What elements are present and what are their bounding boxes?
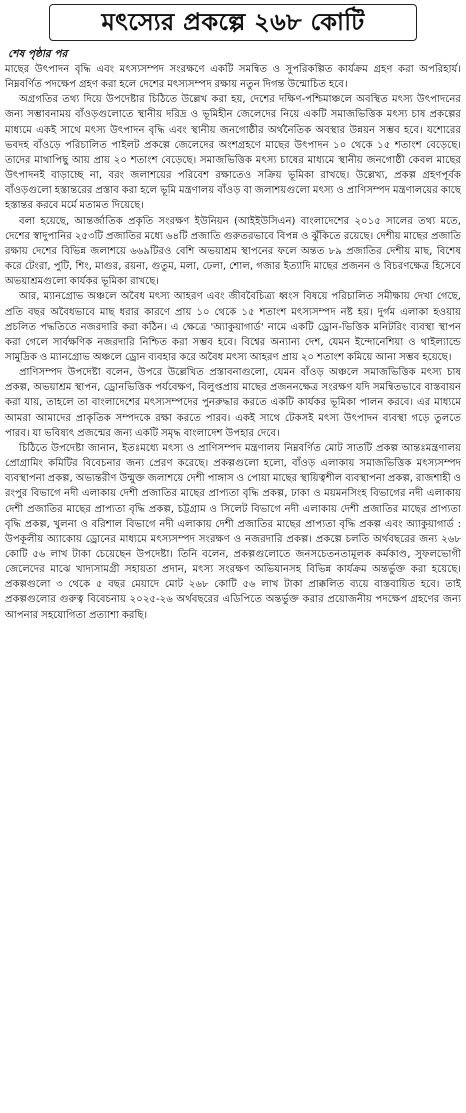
paragraph: চিঠিতে উপদেষ্টা জানান, ইতঃমধ্যে মৎস্য ও প্রাণিসম্পদ মন্ত্রণালয় নিম্নবর্ণিত মোট সাতটি প্রকল্প আন্তঃমন্ত্রণালয় প্রোগ্রামিং কমিটির বিবেচনার জন্য প্রেরণ করেছে। প্রকল্পগুলো হলো, বাঁওড় এলাকায় সমাজভিত্তিক মৎস্যসম্পদ ব্যবস্থাপনা প্রকল্প, অভ্যন্তরীণ উন্মুক্ত জলাশয়ে দেশী পাঙ্গাস ও পোয়া মাছের স্থায়িত্বশীল ব্যবস্থাপনা প্রকল্প, রাজশাহী ও রংপুর বিভাগে নদী এলাকায় দেশী প্রজাতির মাছের প্রাপ্যতা বৃদ্ধি প্রকল্প, ঢাকা ও ময়মনসিংহ বিভাগের নদী এলাকায় দেশী প্রজাতির মাছের প্রাপ্যতা বৃদ্ধি প্রকল্প, চট্টগ্রাম ও সিলেট বিভাগে নদী এলাকায় দেশী প্রজাতির মাছের প্রাপ্যতা বৃদ্ধি প্রকল্প, খুলনা ও বরিশাল বিভাগে নদী এলাকায় দেশী প্রজাতির মাছের প্রাপ্যতা বৃদ্ধি প্রকল্প এবং অ্যাকুয়াগার্ড : উপকূলীয় অ্যাকোয় ড্রোনের মাধ্যমে মৎস্যসম্পদ সংরক্ষণ ও নজরদারি প্রকল্প। প্রকল্পে চলতি অর্থবছরের জন্য ২৬৮ কোটি ৫৬ লাখ টাকা চেয়েছেন উপদেষ্টা। তিনি বলেন, প্রকল্পগুলোতে জনসচেতনতামূলক কর্মকাণ্ড, সুফলভোগী জেলেদের মাঝে খাদ্যসামগ্রী সহায়তা প্রদান, মৎস্য সংরক্ষণ অভিযানসহ বিভিন্ন কার্যক্রম অন্তর্ভুক্ত করা হয়েছে। প্রকল্পগুলো ৩ থেকে ৫ বছর মেয়াদে মোট ২৬৮ কোটি ৫৬ লাখ টাকা প্রাক্কলিত ব্যয়ে বাস্তবায়িত হবে। তাই প্রকল্পগুলোর গুরুত্ব বিবেচনায় ২০২৫-২৬ অর্থবছরের এডিপিতে অন্তর্ভুক্ত করার প্রয়োজনীয় পদক্ষেপ গ্রহণের জন্য আপনার সহযোগিতা প্রত্যাশা করছি।: [5, 442, 461, 621]
continued-from-label: শেষ পৃষ্ঠার পর: [8, 48, 68, 60]
paragraph: অগ্রগতির তথ্য দিয়ে উপদেষ্টার চিঠিতে উল্লেখ করা হয়, দেশের দক্ষিণ-পশ্চিমাঞ্চলে অবস্থিত মৎস্য উৎপাদনের জন্য সম্ভাবনাময় বাঁওড়গুলোতে স্থানীয় দরিদ্র ও ভূমিহীন জেলেদের নিয়ে একটি সমাজভিত্তিক মৎস্য চাষ প্রকল্পের মাধ্যমে একই সাথে মৎস্য উৎপাদন বৃদ্ধি এবং স্থানীয় জনগোষ্ঠীর অর্থনৈতিক অবস্থার উন্নয়ন সম্ভব হবে। যশোরের ভবদহ বাঁওড়ে পরিচালিত পাইলট প্রকল্পে জেলেদের অংশগ্রহণে মাছের উৎপাদন ১০ থেকে ১৫ শতাংশ বেড়েছে। তাদের মাথাপিছু আয় প্রায় ২০ শতাংশ বেড়েছে। সমাজভিত্তিক মৎস্য চাষের মাধ্যমে স্থানীয় জনগোষ্ঠী কেবল মাছের উৎপাদনই বাড়াচ্ছে না, বরং জলাশয়ের পরিবেশ রক্ষাতেও সক্রিয় ভূমিকা রাখছে। উল্লেখ্য, প্রকল্প গ্রহণপূর্বক বাঁওড়গুলো হস্তান্তরের প্রস্তাব করা হলে ভূমি মন্ত্রণালয় বাঁওড় বা জলাশয়গুলো মৎস্য ও প্রাণিসম্পদ মন্ত্রণালয়ের কাছে হস্তান্তর করবে মর্মে মতামত দিয়েছে।: [5, 94, 461, 212]
paragraph: আর, ম্যানগ্রোভ অঞ্চলে অবৈধ মৎস্য আহরণ এবং জীববৈচিত্র্য ধ্বংস বিষয়ে পরিচালিত সমীক্ষায় দেখা গেছে, প্রতি বছর অবৈধভাবে মাছ ধরার কারণে প্রায় ১০ থেকে ১৫ শতাংশ মৎস্যসম্পদ নষ্ট হয়। দুর্গম এলাকা হওয়ায় প্রচলিত পদ্ধতিতে নজরদারি করা কঠিন। এ ক্ষেত্রে 'অ্যাকুয়াগার্ড' নামে একটি ড্রোন-ভিত্তিক মনিটরিং ব্যবস্থা স্থাপন করা গেলে সার্বক্ষণিক নজরদারি নিশ্চিত করা সম্ভব হবে। বিশ্বের অন্যান্য দেশ, যেমন ইন্দোনেশিয়া ও থাইল্যান্ডে সামুদ্রিক ও ম্যানগ্রোভ অঞ্চলে ড্রোন ব্যবহার করে অবৈধ মৎস্য আহরণ প্রায় ২০ শতাংশ কমিয়ে আনা সম্ভব হয়েছে।: [5, 291, 461, 363]
paragraph: মাছের উৎপাদন বৃদ্ধি এবং মৎস্যসম্পদ সংরক্ষণে একটি সমন্বিত ও সুপরিকল্পিত কার্যক্রম গ্রহণ করা অপরিহার্য। নিম্নবর্ণিত পদক্ষেপ গ্রহণ করা হলে দেশের মৎস্যসম্পদ রক্ষায় নতুন দিগন্ত উন্মোচিত হবে।: [5, 64, 461, 91]
paragraph: প্রাণিসম্পদ উপদেষ্টা বলেন, উপরে উল্লেখিত প্রস্তাবনাগুলো, যেমন বাঁওড় অঞ্চলে সমাজভিত্তিক মৎস্য চাষ প্রকল্প, অভয়াশ্রম স্থাপন, ড্রোনভিত্তিক পর্যবেক্ষণ, বিলুপ্তপ্রায় মাছের প্রজননক্ষেত্র সংরক্ষণ যদি সমন্বিতভাবে বাস্তবায়ন করা যায়, তাহলে তা বাংলাদেশের মৎস্যসম্পদের পুনরুদ্ধার করতে একটি কার্যকর ভূমিকা পালন করবে। এর মাধ্যমে আমরা আমাদের প্রাকৃতিক সম্পদকে রক্ষা করতে পারব। একই সাথে টেকসই মৎস্য উৎপাদন ব্যবস্থা গড়ে তুলতে পারব। যা ভবিষ্যৎ প্রজন্মের জন্য একটি সমৃদ্ধ বাংলাদেশ উপহার দেবে।: [5, 367, 461, 439]
paragraph: বলা হয়েছে, আন্তর্জাতিক প্রকৃতি সংরক্ষণ ইউনিয়ন (আইইউসিএন) বাংলাদেশের ২০১৫ সালের তথ্য মতে, দেশের স্বাদুপানির ২৫৩টি প্রজাতির মধ্যে ৬৪টি প্রজাতি গুরুতরভাবে বিপন্ন ও ঝুঁকিতে রয়েছে। দেশীয় মাছের প্রজাতি রক্ষায় দেশের বিভিন্ন জলাশয়ে ৬৬৯টিরও বেশি অভয়াশ্রম স্থাপনের ফলে অন্তত ৮৯ প্রজাতির দেশীয় মাছ, বিশেষ করে টেংরা, পুটি, শিং, মাগুর, রয়না, গুতুম, মলা, ঢেলা, শোল, গজার ইত্যাদি মাছের প্রজনন ও বিচরণক্ষেত্র হিসেবে অভয়াশ্রমগুলো কার্যকর ভূমিকা রাখছে।: [5, 215, 461, 288]
headline: মৎস্যের প্রকল্পে ২৬৮ কোটি: [49, 4, 417, 41]
article-body: [5, 62, 461, 623]
